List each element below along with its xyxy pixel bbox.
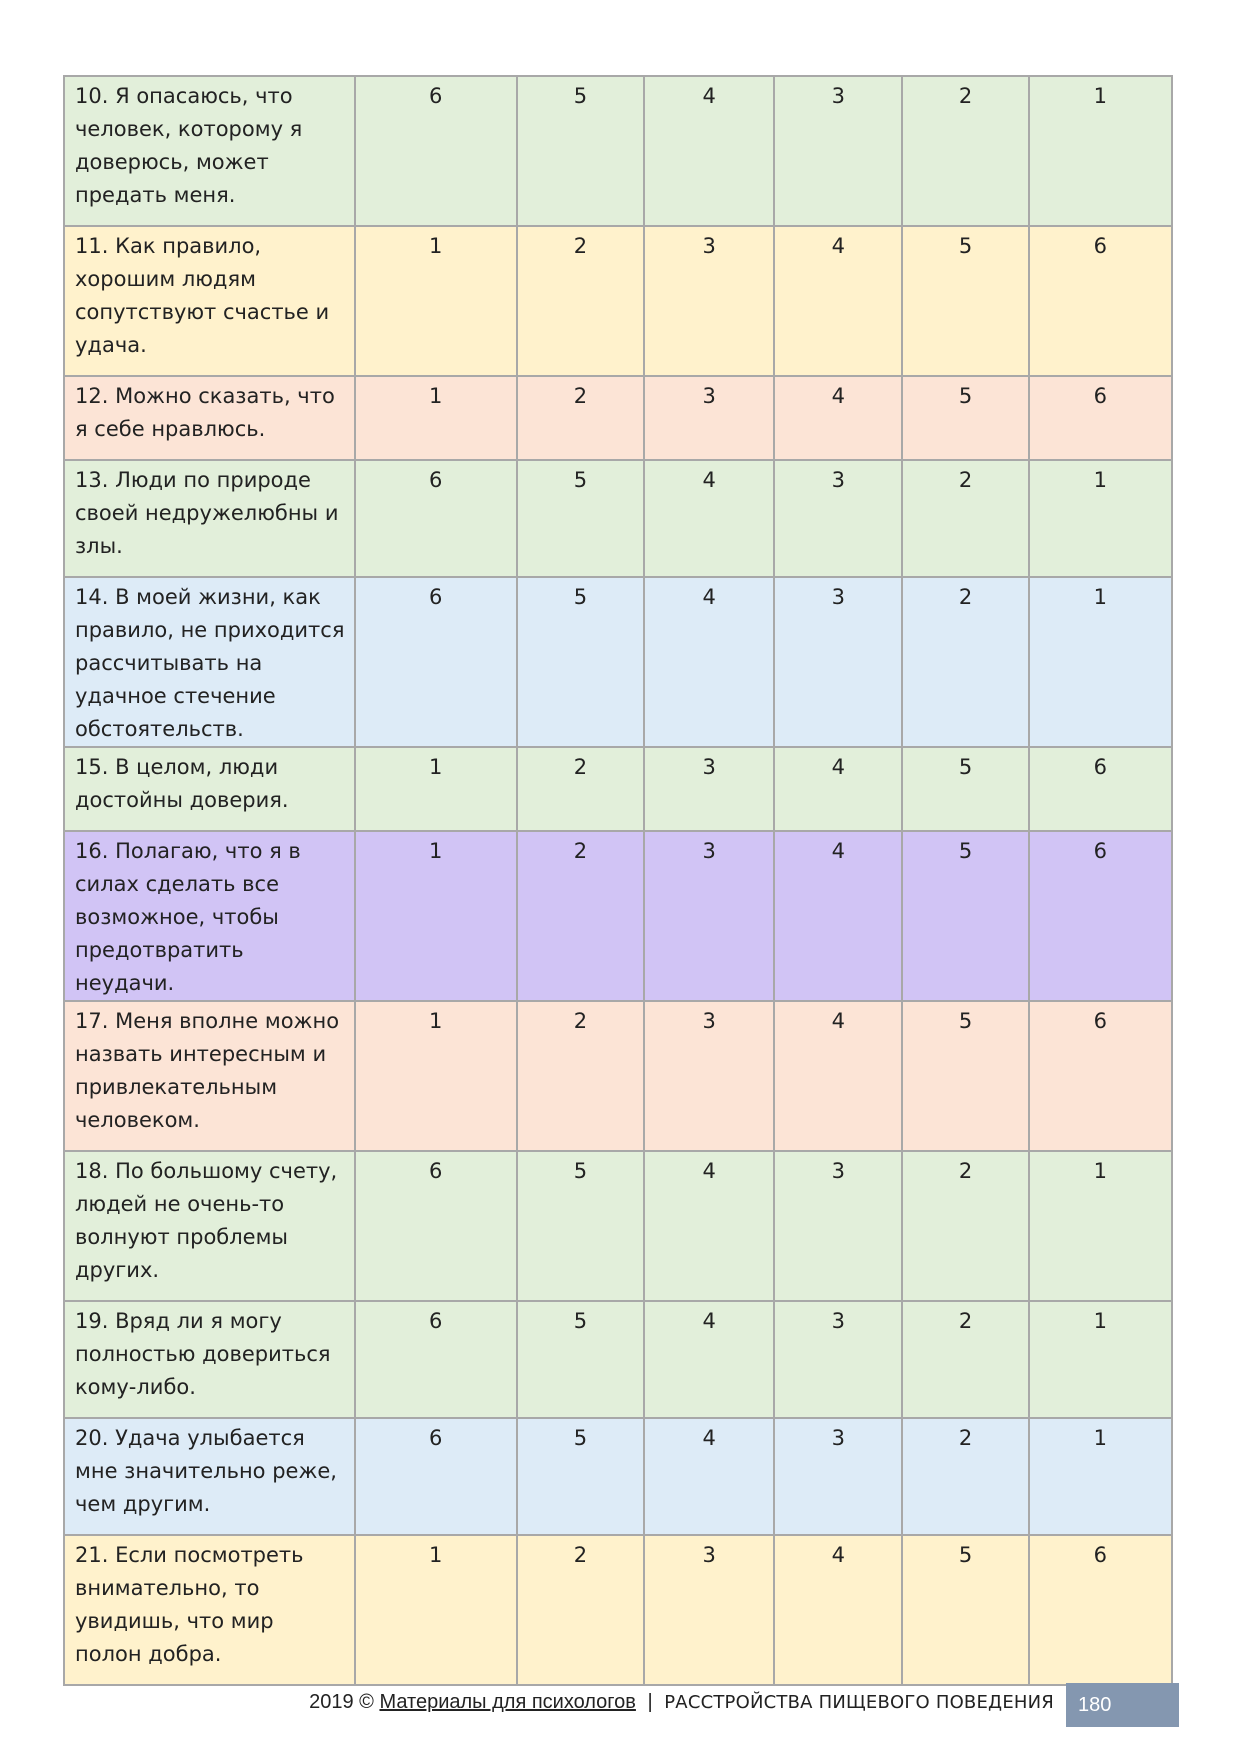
score-cell: 5 <box>958 839 973 863</box>
score-cell: 6 <box>428 1426 443 1450</box>
score-cell: 3 <box>831 1309 846 1333</box>
score-cell: 1 <box>428 839 443 863</box>
statement-cell: 20. Удача улыбается мне значительно реже, чем другим. <box>64 1418 355 1535</box>
score-cell: 4 <box>702 1426 716 1450</box>
score-cell: 1 <box>1093 84 1108 108</box>
table-body <box>64 76 1172 1685</box>
score-cell: 4 <box>831 1543 846 1567</box>
score-cell: 6 <box>1093 839 1108 863</box>
score-cell: 3 <box>831 468 846 492</box>
footer-link[interactable]: Материалы для психологов <box>379 1691 636 1713</box>
score-cell: 4 <box>831 755 846 779</box>
score-cell: 4 <box>831 234 846 258</box>
score-cell: 5 <box>573 1309 588 1333</box>
table-row <box>64 1535 1172 1685</box>
score-cell: 3 <box>831 84 846 108</box>
statement-cell: 10. Я опасаюсь, что человек, которому я доверюсь, может предать меня. <box>64 76 355 226</box>
score-cell: 2 <box>958 468 973 492</box>
score-cell: 6 <box>1093 234 1108 258</box>
table-row <box>64 226 1172 376</box>
score-cell: 3 <box>831 1159 846 1183</box>
score-cell: 2 <box>958 84 973 108</box>
score-cell: 6 <box>1093 1543 1108 1567</box>
score-cell: 2 <box>573 384 588 408</box>
score-cell: 1 <box>1093 585 1108 609</box>
page-footer <box>0 1683 1240 1727</box>
score-cell: 6 <box>428 84 443 108</box>
score-cell: 5 <box>573 1159 588 1183</box>
score-cell: 5 <box>573 1426 588 1450</box>
score-cell: 3 <box>702 384 716 408</box>
score-cell: 1 <box>428 384 443 408</box>
score-cell: 4 <box>831 1009 846 1033</box>
statement-cell: 18. По большому счету, людей не очень-то волнуют проблемы других. <box>64 1151 355 1301</box>
footer-year: 2019 © <box>309 1691 374 1713</box>
score-cell: 6 <box>428 585 443 609</box>
score-cell: 2 <box>573 1009 588 1033</box>
statement-cell: 12. Можно сказать, что я себе нравлюсь. <box>64 376 355 460</box>
score-cell: 4 <box>702 1159 716 1183</box>
score-cell: 2 <box>573 234 588 258</box>
statement-cell: 16. Полагаю, что я в силах сделать все возможное, чтобы предотвратить неудачи. <box>64 831 355 1001</box>
score-cell: 3 <box>702 839 716 863</box>
table-row <box>64 1301 1172 1418</box>
page-number: 180 <box>1066 1683 1179 1727</box>
table-row <box>64 1001 1172 1151</box>
score-cell: 4 <box>702 585 716 609</box>
score-cell: 1 <box>428 755 443 779</box>
score-cell: 4 <box>702 84 716 108</box>
footer-text <box>309 1691 1054 1714</box>
score-cell: 5 <box>573 84 588 108</box>
score-cell: 1 <box>428 234 443 258</box>
score-cell: 6 <box>428 1309 443 1333</box>
score-cell: 5 <box>958 1009 973 1033</box>
score-cell: 6 <box>428 468 443 492</box>
score-cell: 1 <box>1093 468 1108 492</box>
score-cell: 2 <box>573 755 588 779</box>
score-cell: 1 <box>1093 1159 1108 1183</box>
table-row <box>64 76 1172 226</box>
score-cell: 1 <box>1093 1309 1108 1333</box>
statement-cell: 11. Как правило, хорошим людям сопутствуют счастье и удача. <box>64 226 355 376</box>
statement-cell: 14. В моей жизни, как правило, не приходится рассчитывать на удачное стечение обстоятельств. <box>64 577 355 747</box>
table-row <box>64 577 1172 747</box>
scale-table <box>63 75 1173 1686</box>
table-row <box>64 376 1172 460</box>
score-cell: 5 <box>958 234 973 258</box>
score-cell: 6 <box>1093 384 1108 408</box>
table-row <box>64 460 1172 577</box>
score-cell: 6 <box>1093 1009 1108 1033</box>
table-row <box>64 1151 1172 1301</box>
score-cell: 3 <box>702 1009 716 1033</box>
score-cell: 1 <box>428 1543 443 1567</box>
score-cell: 4 <box>831 839 846 863</box>
score-cell: 5 <box>573 468 588 492</box>
score-cell: 2 <box>573 839 588 863</box>
score-cell: 4 <box>702 1309 716 1333</box>
statement-cell: 19. Вряд ли я могу полностью довериться кому-либо. <box>64 1301 355 1418</box>
table-row <box>64 747 1172 831</box>
score-cell: 2 <box>958 1159 973 1183</box>
score-cell: 3 <box>831 1426 846 1450</box>
footer-separator: | <box>647 1691 653 1713</box>
score-cell: 2 <box>958 1426 973 1450</box>
table-row <box>64 1418 1172 1535</box>
score-cell: 2 <box>958 1309 973 1333</box>
score-cell: 5 <box>958 384 973 408</box>
score-cell: 5 <box>958 1543 973 1567</box>
score-cell: 4 <box>831 384 846 408</box>
footer-section-title: РАССТРОЙСТВА ПИЩЕВОГО ПОВЕДЕНИЯ <box>664 1692 1054 1713</box>
score-cell: 4 <box>702 468 716 492</box>
score-cell: 3 <box>702 755 716 779</box>
score-cell: 3 <box>702 234 716 258</box>
score-cell: 3 <box>702 1543 716 1567</box>
score-cell: 1 <box>1093 1426 1108 1450</box>
statement-cell: 15. В целом, люди достойны доверия. <box>64 747 355 831</box>
score-cell: 5 <box>958 755 973 779</box>
statement-cell: 21. Если посмотреть внимательно, то увидишь, что мир полон добра. <box>64 1535 355 1685</box>
score-cell: 5 <box>573 585 588 609</box>
score-cell: 6 <box>1093 755 1108 779</box>
statement-cell: 17. Меня вполне можно назвать интересным и привлекательным человеком. <box>64 1001 355 1151</box>
score-cell: 2 <box>958 585 973 609</box>
table-row <box>64 831 1172 1001</box>
score-cell: 6 <box>428 1159 443 1183</box>
statement-cell: 13. Люди по природе своей недружелюбны и злы. <box>64 460 355 577</box>
score-cell: 3 <box>831 585 846 609</box>
score-cell: 1 <box>428 1009 443 1033</box>
score-cell: 2 <box>573 1543 588 1567</box>
